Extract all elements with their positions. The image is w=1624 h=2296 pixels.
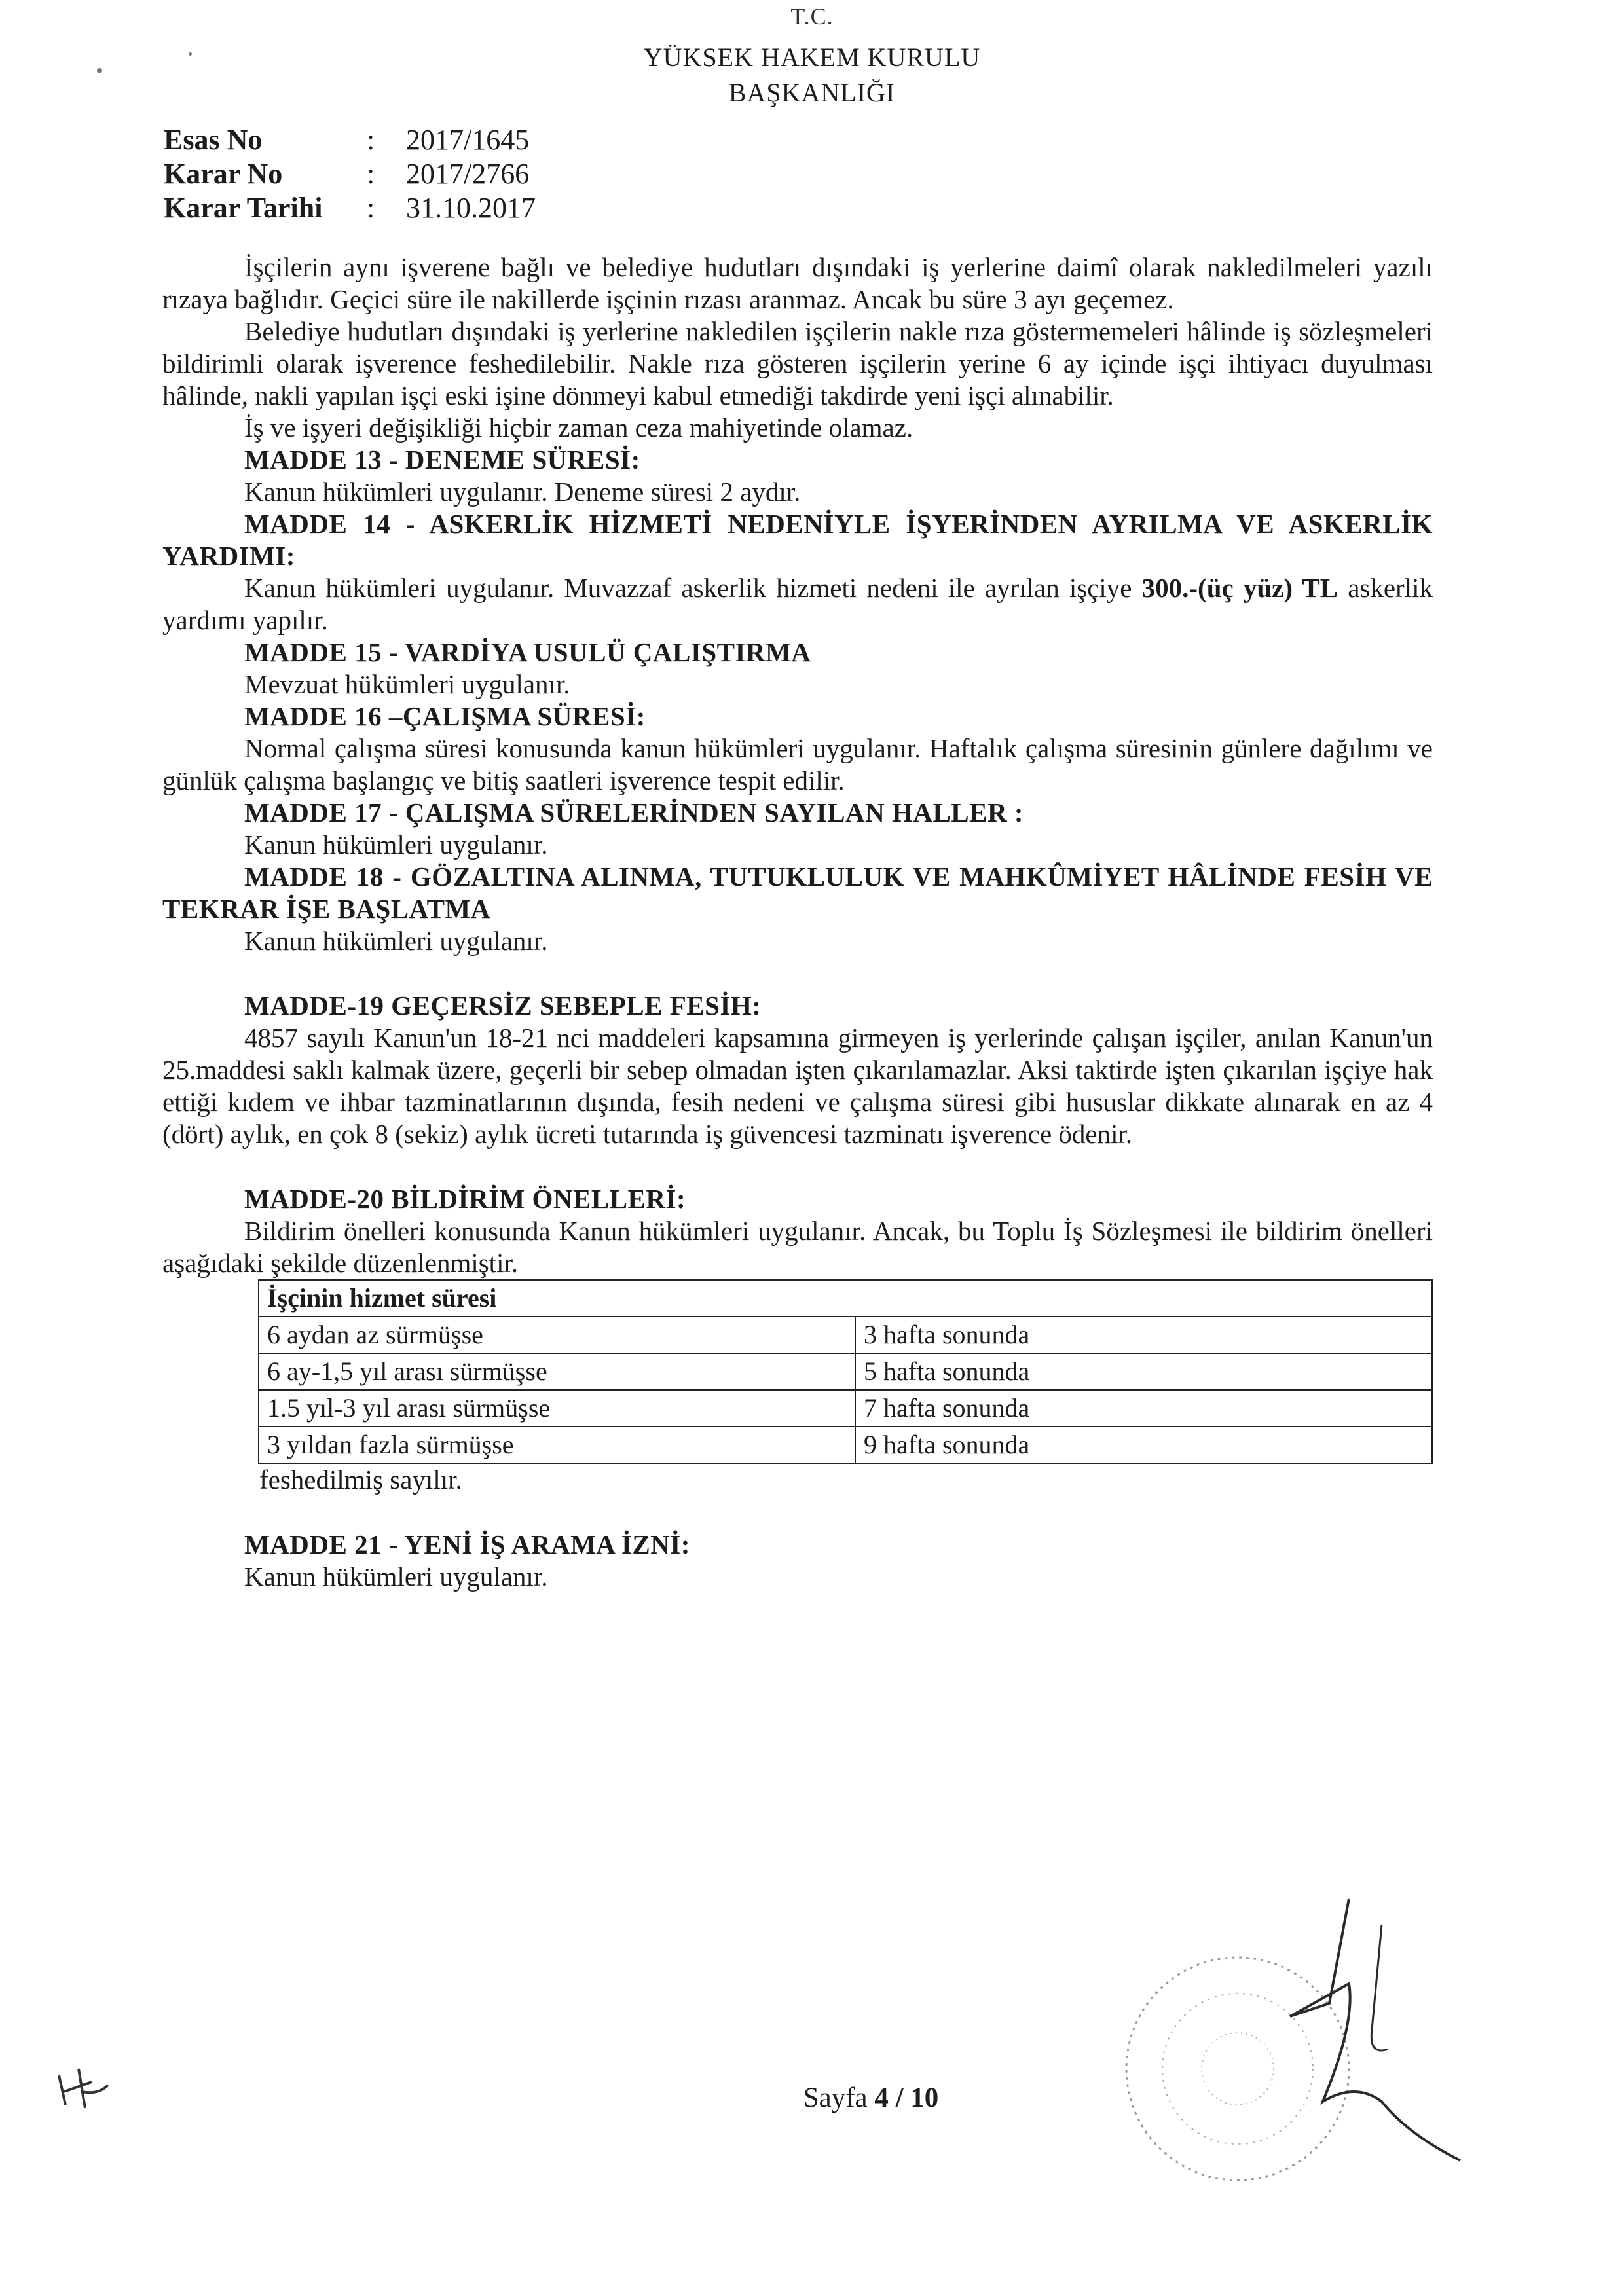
scan-speck xyxy=(189,52,192,56)
table-row xyxy=(259,1390,1432,1427)
header-office: BAŞKANLIĞI xyxy=(728,78,896,107)
article-14-body: Kanun hükümleri uygulanır. Muvazzaf askerlik hizmeti nedeni ile ayrılan işçiye 300.-(üç yüz) TL askerlik yardımı yapılır. xyxy=(162,573,1433,635)
scan-speck xyxy=(97,68,102,73)
article-13-body: Kanun hükümleri uygulanır. Deneme süresi 2 aydır. xyxy=(244,477,801,507)
paragraph-no-penalty: İş ve işyeri değişikliği hiçbir zaman ceza mahiyetinde olamaz. xyxy=(244,412,913,443)
table-header-row xyxy=(259,1280,1432,1317)
table-row xyxy=(259,1353,1432,1390)
notice-period: 7 hafta sonunda xyxy=(855,1390,1432,1427)
meta-value: 2017/2766 xyxy=(406,158,530,190)
service-duration: 3 yıldan fazla sürmüşse xyxy=(259,1427,855,1463)
meta-value: 2017/1645 xyxy=(406,124,530,156)
service-duration: 6 aydan az sürmüşse xyxy=(259,1317,855,1353)
article-17-title: MADDE 17 - ÇALIŞMA SÜRELERİNDEN SAYILAN HALLER : xyxy=(244,797,1024,828)
notice-period: 5 hafta sonunda xyxy=(855,1353,1432,1390)
article-21-body: Kanun hükümleri uygulanır. xyxy=(244,1561,548,1592)
notice-period: 9 hafta sonunda xyxy=(855,1427,1432,1463)
article-15-body: Mevzuat hükümleri uygulanır. xyxy=(244,669,570,699)
article-17-body: Kanun hükümleri uygulanır. xyxy=(244,829,548,860)
article-20-body: Bildirim önelleri konusunda Kanun hükümleri uygulanır. Ancak, bu Toplu İş Sözleşmesi ile bildirim önelleri aşağıdaki şekilde düzenlenmiştir. xyxy=(162,1216,1433,1278)
notice-period-table xyxy=(258,1279,1433,1464)
meta-key: Esas No xyxy=(164,124,263,156)
meta-row-karar: Karar No : 2017/2766 xyxy=(164,158,530,190)
meta-key: Karar No xyxy=(164,158,283,190)
table-row xyxy=(259,1427,1432,1463)
article-21-title: MADDE 21 - YENİ İŞ ARAMA İZNİ: xyxy=(244,1529,690,1559)
initials-signature xyxy=(46,2056,118,2121)
meta-row-tarih: Karar Tarihi : 31.10.2017 xyxy=(164,192,536,224)
military-aid-amount: 300.-(üç yüz) TL xyxy=(1141,573,1338,603)
article-18-title: MADDE 18 - GÖZALTINA ALINMA, TUTUKLULUK VE MAHKÛMİYET HÂLİNDE FESİH VE TEKRAR İŞE BAŞLATMA xyxy=(162,862,1433,924)
article-19-title: MADDE-19 GEÇERSİZ SEBEPLE FESİH: xyxy=(244,991,762,1021)
table-row xyxy=(259,1317,1432,1353)
page-number-value: 4 / 10 xyxy=(874,2083,939,2113)
notice-period: 3 hafta sonunda xyxy=(855,1317,1432,1353)
document-body xyxy=(162,251,1433,1593)
meta-key: Karar Tarihi xyxy=(164,192,323,224)
article-16-body: Normal çalışma süresi konusunda kanun hükümleri uygulanır. Haftalık çalışma süresinin günlere dağılımı ve günlük çalışma başlangıç ve bitiş saatleri işverence tespit edilir. xyxy=(162,733,1433,795)
article-20-after: feshedilmiş sayılır. xyxy=(259,1465,462,1495)
header-institution: YÜKSEK HAKEM KURULU xyxy=(643,43,981,72)
article-13-title: MADDE 13 - DENEME SÜRESİ: xyxy=(244,445,640,475)
meta-row-esas: Esas No : 2017/1645 xyxy=(164,124,530,156)
paragraph-transfer: İşçilerin aynı işverene bağlı ve belediye hudutları dışındaki iş yerlerine daimî olarak nakledilmeleri yazılı rızaya bağlıdır. Geçici süre ile nakillerde işçinin rızası aranmaz. Ancak bu süre 3 ayı geçemez. xyxy=(162,252,1433,314)
official-stamp-and-signature xyxy=(1041,1886,1500,2252)
article-16-title: MADDE 16 –ÇALIŞMA SÜRESİ: xyxy=(244,701,646,731)
paragraph-transfer-refusal: Belediye hudutları dışındaki iş yerlerine nakledilen işçilerin nakle rıza göstermemeleri hâlinde iş sözleşmeleri bildirimli olarak işverence feshedilebilir. Nakle rıza gösteren işçilerin yerine 6 ay içinde işçi ihtiyacı duyulması hâlinde, nakli yapılan işçi eski işine dönmeyi kabul etmediği takdirde yeni işçi alınabilir. xyxy=(162,316,1433,410)
article-19-body: 4857 sayılı Kanun'un 18-21 nci maddeleri kapsamına girmeyen iş yerlerinde çalışan işçiler, anılan Kanun'un 25.maddesi saklı kalmak üzere, geçerli bir sebep olmadan işten çıkarılamazlar. Aksi taktirde işten çıkarılan işçiye hak ettiği kıdem ve ihbar tazminatlarının dışında, fesih nedeni ve çalışma süresi gibi hususlar dikkate alınarak en az 4 (dört) aylık, en çok 8 (sekiz) aylık ücreti tutarında iş güvencesi tazminatı işverence ödenir. xyxy=(162,1023,1433,1149)
article-20-title: MADDE-20 BİLDİRİM ÖNELLERİ: xyxy=(244,1184,686,1214)
article-14-title: MADDE 14 - ASKERLİK HİZMETİ NEDENİYLE İŞYERİNDEN AYRILMA VE ASKERLİK YARDIMI: xyxy=(162,509,1433,571)
article-15-title: MADDE 15 - VARDİYA USULÜ ÇALIŞTIRMA xyxy=(244,637,811,667)
table-header: İşçinin hizmet süresi xyxy=(259,1280,1432,1317)
meta-value: 31.10.2017 xyxy=(406,192,536,224)
service-duration: 6 ay-1,5 yıl arası sürmüşse xyxy=(259,1353,855,1390)
header-tc: T.C. xyxy=(790,3,834,29)
page-number: Sayfa 4 / 10 xyxy=(803,2083,939,2113)
service-duration: 1.5 yıl-3 yıl arası sürmüşse xyxy=(259,1390,855,1427)
article-18-body: Kanun hükümleri uygulanır. xyxy=(244,926,548,956)
case-meta xyxy=(164,123,536,225)
